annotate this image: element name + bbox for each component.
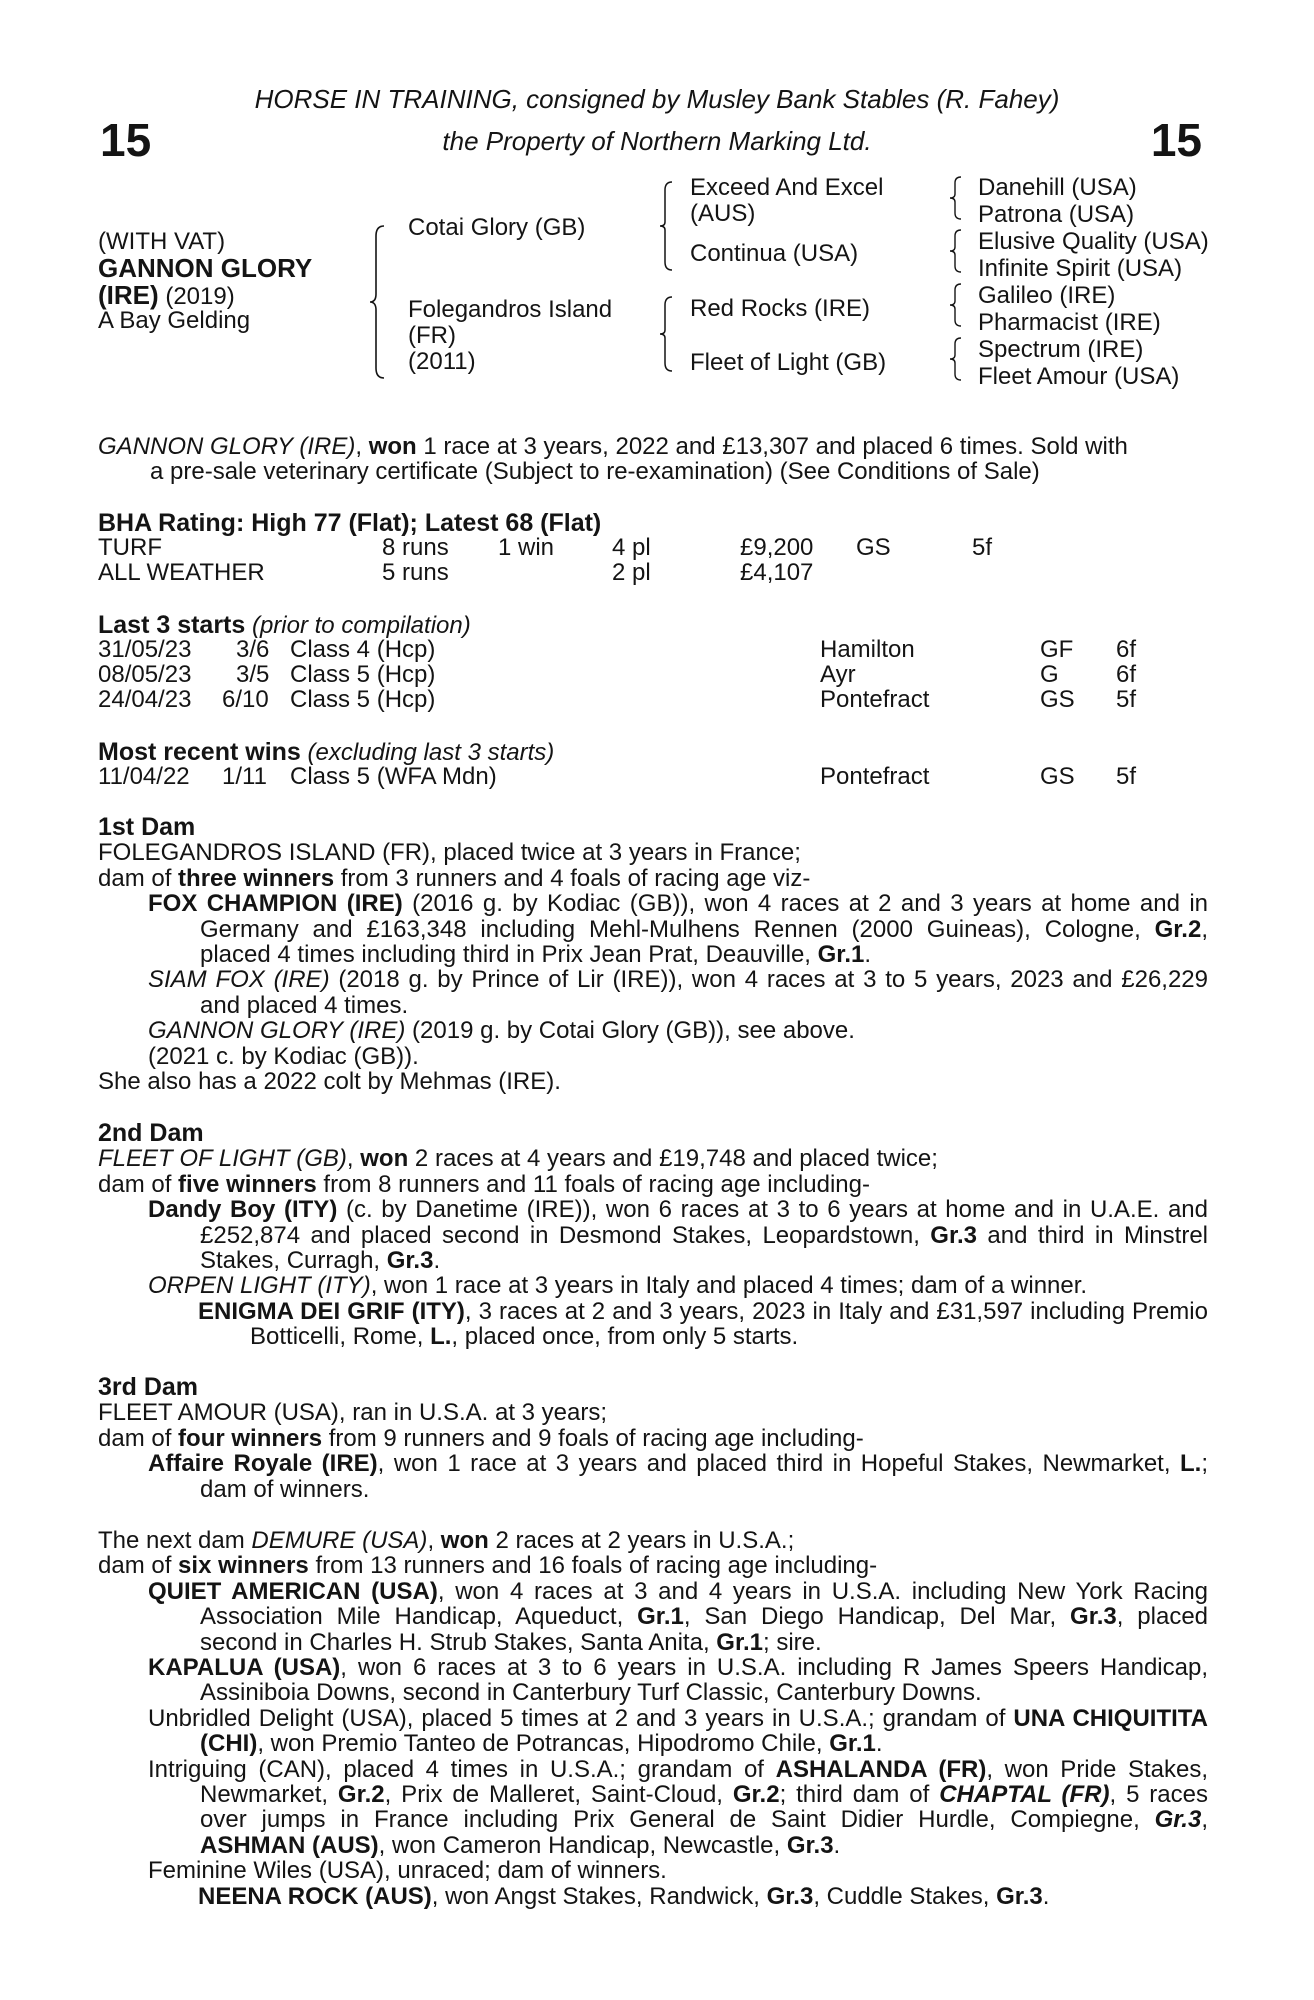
start-class: Class 5 (Hcp): [290, 661, 436, 688]
third-dam-heading: 3rd Dam: [98, 1373, 199, 1401]
group-badge: Gr.1: [817, 941, 865, 969]
pedigree-g4-1: Danehill (USA): [978, 174, 1137, 201]
next-dam-name: DEMURE (USA): [251, 1527, 428, 1554]
rating-distance: 5f: [972, 534, 993, 561]
horse-name: GANNON GLORY: [98, 253, 313, 283]
last-starts-heading: [98, 612, 471, 639]
win-class: Class 5 (WFA Mdn): [290, 763, 497, 790]
start-going: G: [1040, 661, 1059, 688]
progeny-name: QUIET AMERICAN (USA): [148, 1577, 438, 1605]
property-line: the Property of Northern Marking Ltd.: [442, 126, 872, 156]
start-class: Class 4 (Hcp): [290, 636, 436, 663]
progeny-siam-fox: SIAM FOX (IRE) (2018 g. by Prince of Lir (IRE)), won 4 races at 3 to 5 years, 2023 and £26,229 and placed 4 times.: [148, 966, 1208, 1019]
second-dam-produce-line: dam of five winners from 8 runners and 11 foals of racing age including-: [98, 1170, 870, 1198]
next-dam-line: The next dam DEMURE (USA), won 2 races at 2 years in U.S.A.;: [98, 1527, 795, 1554]
group-badge: Gr.3: [766, 1882, 814, 1910]
start-distance: 6f: [1116, 661, 1137, 688]
win-course: Pontefract: [820, 763, 930, 790]
pedigree-brace-g4-3: [950, 282, 964, 328]
rating-runs: 5 runs: [382, 559, 449, 586]
rating-heading: BHA Rating: High 77 (Flat); Latest 68 (Flat): [98, 509, 602, 537]
rating-surface: TURF: [98, 534, 162, 561]
pedigree-sire: Cotai Glory (GB): [408, 214, 586, 241]
pedigree-dam-line1: Folegandros Island: [408, 296, 613, 323]
horse-origin-year: [98, 282, 235, 310]
start-position: 3/6: [236, 636, 270, 663]
pedigree-dam-sire: Red Rocks (IRE): [690, 295, 871, 322]
second-dam-winner-count: five winners: [178, 1170, 317, 1198]
progeny-2021-colt: (2021 c. by Kodiac (GB)).: [148, 1042, 419, 1070]
group-badge: Gr.3: [786, 1831, 834, 1859]
progeny-name: FOX CHAMPION (IRE): [148, 890, 403, 918]
group-badge: Gr.3: [1154, 1806, 1202, 1834]
pedigree-g4-2: Patrona (USA): [978, 201, 1135, 228]
progeny-intriguing: Intriguing (CAN), placed 4 times in U.S.A.; grandam of ASHALANDA (FR), won Pride Stakes, Newmarket, Gr.2, Prix de Malleret, Saint-Cloud, Gr.2; third dam of CHAPTAL (FR), 5 races over jumps in France including Prix General de Saint Didier Hurdle, Compiegne, Gr.3, ASHMAN (AUS), won Cameron Handicap, Newcastle, Gr.3.: [148, 1755, 1209, 1859]
progeny-kapalua: KAPALUA (USA), won 6 races at 3 to 6 years in U.S.A. including R James Speers Handicap, Assiniboia Downs, second in Canterbury Turf Classic, Canterbury Downs.: [148, 1654, 1209, 1707]
listed-badge: L.: [1180, 1450, 1202, 1478]
first-dam-section: [98, 815, 1208, 1094]
pedigree-dam-line3: (2011): [408, 348, 476, 375]
progeny-fox-champion: FOX CHAMPION (IRE) (2016 g. by Kodiac (GB)), won 4 races at 2 and 3 years at home and in Germany and £163,348 including Mehl-Mulhens Rennen (2000 Guineas), Cologne, Gr.2, placed 4 times including third in Prix Jean Prat, Deauville, Gr.1.: [148, 890, 1208, 969]
pedigree-sire-sire-2: (AUS): [690, 200, 756, 227]
progeny-name: SIAM FOX (IRE): [148, 966, 330, 994]
summary-won: won: [368, 433, 417, 460]
recent-wins-title: Most recent wins: [98, 738, 301, 766]
rating-prize: £4,107: [740, 559, 814, 586]
rating-runs: 8 runs: [382, 534, 449, 561]
listed-badge: L.: [430, 1323, 452, 1351]
recent-wins-heading: [98, 739, 554, 766]
start-course: Ayr: [820, 661, 856, 688]
group-badge: Gr.3: [1070, 1603, 1117, 1631]
rating-wins: 1 win: [498, 534, 555, 561]
first-dam-also-note: She also has a 2022 colt by Mehmas (IRE).: [98, 1068, 561, 1096]
third-dam-winner-count: four winners: [178, 1424, 323, 1452]
next-dam-produce-line: dam of six winners from 13 runners and 16 foals of racing age including-: [98, 1552, 878, 1580]
start-date: 24/04/23: [98, 686, 192, 713]
first-dam-heading: 1st Dam: [98, 813, 196, 841]
horse-country: (IRE): [98, 280, 159, 310]
progeny-neena-rock: NEENA ROCK (AUS), won Angst Stakes, Randwick, Gr.3, Cuddle Stakes, Gr.3.: [198, 1882, 1050, 1910]
group-badge: Gr.2: [337, 1781, 385, 1809]
last-starts-note: (prior to compilation): [245, 612, 471, 639]
lot-number-right: 15: [1150, 114, 1202, 166]
group-badge: Gr.2: [732, 1781, 780, 1809]
next-dam-section: [98, 1528, 1208, 1909]
first-dam-winner-count: three winners: [178, 864, 335, 892]
pedigree-brace-sire: [660, 180, 676, 272]
lot-number-left: 15: [100, 114, 152, 166]
progeny-orpen-light: ORPEN LIGHT (ITY), won 1 race at 3 years in Italy and placed 4 times; dam of a winner.: [148, 1272, 1088, 1300]
rating-going: GS: [856, 534, 891, 561]
pedigree-brace-main: [370, 224, 390, 380]
progeny-dandy-boy: Dandy Boy (ITY) (c. by Danetime (IRE)), won 6 races at 3 to 6 years at home and in U.A.E. and £252,874 and placed second in Desmond Stakes, Leopardstown, Gr.3 and third in Minstrel Stakes, Curragh, Gr.3.: [148, 1196, 1209, 1275]
progeny-name: Dandy Boy (ITY): [148, 1196, 338, 1224]
group-badge: Gr.1: [716, 1628, 763, 1656]
win-going: GS: [1040, 763, 1075, 790]
win-distance: 5f: [1116, 763, 1137, 790]
start-position: 6/10: [222, 686, 269, 713]
start-distance: 6f: [1116, 636, 1137, 663]
start-course: Hamilton: [820, 636, 915, 663]
progeny-name: ASHALANDA (FR): [775, 1755, 987, 1783]
group-badge: Gr.2: [1154, 915, 1202, 943]
third-dam-line: FLEET AMOUR (USA), ran in U.S.A. at 3 years;: [98, 1399, 608, 1427]
second-dam-name: FLEET OF LIGHT (GB): [98, 1145, 347, 1173]
pedigree-sire-dam: Continua (USA): [690, 240, 859, 267]
pedigree-brace-dam: [660, 295, 676, 373]
pedigree-sire-sire-1: Exceed And Excel: [690, 174, 884, 201]
progeny-unbridled-delight: Unbridled Delight (USA), placed 5 times at 2 and 3 years in U.S.A.; grandam of UNA CHIQUITITA (CHI), won Premio Tanteo de Potrancas, Hipodromo Chile, Gr.1.: [148, 1704, 1208, 1758]
third-dam-produce-line: dam of four winners from 9 runners and 9 foals of racing age including-: [98, 1424, 864, 1452]
pedigree-dam-line2: (FR): [408, 322, 456, 349]
pedigree-g4-3: Elusive Quality (USA): [978, 228, 1209, 255]
group-badge: Gr.1: [829, 1730, 876, 1758]
summary-horse-name: GANNON GLORY (IRE): [98, 433, 356, 460]
progeny-name: ENIGMA DEI GRIF (ITY): [198, 1297, 465, 1325]
next-dam-winner-count: six winners: [178, 1552, 309, 1580]
progeny-name: GANNON GLORY (IRE): [148, 1017, 406, 1045]
progeny-name: NEENA ROCK (AUS): [198, 1882, 432, 1910]
pedigree-brace-g4-2: [950, 228, 964, 274]
horse-description: A Bay Gelding: [98, 307, 251, 334]
pedigree-g4-4: Infinite Spirit (USA): [978, 255, 1183, 282]
consignor-line: HORSE IN TRAINING, consigned by Musley Bank Stables (R. Fahey): [254, 84, 1060, 114]
group-badge: Gr.3: [386, 1247, 434, 1275]
start-class: Class 5 (Hcp): [290, 686, 436, 713]
summary-text-1: 1 race at 3 years, 2022 and £13,307 and placed 6 times. Sold with: [416, 433, 1128, 460]
progeny-affaire-royale: Affaire Royale (IRE), won 1 race at 3 years and placed third in Hopeful Stakes, Newmarket, L.; dam of winners.: [148, 1450, 1208, 1503]
race-summary: GANNON GLORY (IRE), won 1 race at 3 years, 2022 and £13,307 and placed 6 times. Sold with a pre-sale veterinary certificate (Subject to re-examination) (See Conditions of Sale): [98, 433, 1128, 486]
group-badge: Gr.3: [996, 1882, 1043, 1910]
start-going: GS: [1040, 686, 1075, 713]
last-starts-title: Last 3 starts: [98, 611, 246, 639]
progeny-name: UNA CHIQUITITA (CHI): [200, 1704, 1208, 1758]
pedigree-dam-dam: Fleet of Light (GB): [690, 349, 887, 376]
start-date: 08/05/23: [98, 661, 192, 688]
vat-note: (WITH VAT): [98, 228, 226, 255]
progeny-feminine-wiles: Feminine Wiles (USA), unraced; dam of winners.: [148, 1857, 667, 1885]
group-badge: Gr.3: [930, 1221, 977, 1249]
progeny-gannon-glory: GANNON GLORY (IRE) (2019 g. by Cotai Glory (GB)), see above.: [148, 1017, 855, 1045]
start-course: Pontefract: [820, 686, 930, 713]
second-dam-section: [98, 1121, 1208, 1350]
progeny-name: ORPEN LIGHT (ITY): [148, 1272, 371, 1300]
third-dam-section: [98, 1375, 1208, 1502]
progeny-name: KAPALUA (USA): [148, 1654, 341, 1682]
progeny-enigma-dei-grif: ENIGMA DEI GRIF (ITY), 3 races at 2 and 3 years, 2023 in Italy and £31,597 including Premio Botticelli, Rome, L., placed once, from only 5 starts.: [198, 1297, 1208, 1351]
rating-placed: 2 pl: [612, 559, 651, 586]
pedigree-g4-7: Spectrum (IRE): [978, 336, 1144, 363]
second-dam-heading: 2nd Dam: [98, 1119, 204, 1147]
win-date: 11/04/22: [98, 763, 190, 790]
group-badge: Gr.1: [637, 1603, 684, 1631]
pedigree-g4-6: Pharmacist (IRE): [978, 309, 1161, 336]
start-date: 31/05/23: [98, 636, 192, 663]
start-position: 3/5: [236, 661, 270, 688]
first-dam-produce-line: dam of three winners from 3 runners and 4 foals of racing age viz-: [98, 864, 811, 892]
summary-text-2: a pre-sale veterinary certificate (Subject to re-examination) (See Conditions of Sale): [150, 458, 1040, 486]
horse-year: (2019): [158, 283, 235, 310]
pedigree-g4-8: Fleet Amour (USA): [978, 363, 1180, 390]
recent-wins-note: (excluding last 3 starts): [300, 739, 555, 766]
progeny-name: Affaire Royale (IRE): [148, 1450, 378, 1478]
progeny-name: ASHMAN (AUS): [200, 1831, 379, 1859]
pedigree-g4-5: Galileo (IRE): [978, 282, 1116, 309]
pedigree-brace-g4-1: [950, 175, 964, 221]
pedigree-brace-g4-4: [950, 336, 964, 382]
rating-surface: ALL WEATHER: [98, 559, 265, 586]
second-dam-line: FLEET OF LIGHT (GB), won 2 races at 4 years and £19,748 and placed twice;: [98, 1145, 938, 1173]
start-distance: 5f: [1116, 686, 1137, 713]
rating-prize: £9,200: [740, 534, 814, 561]
win-position: 1/11: [222, 763, 267, 790]
progeny-quiet-american: QUIET AMERICAN (USA), won 4 races at 3 and 4 years in U.S.A. including New York Racing Association Mile Handicap, Aqueduct, Gr.1, San Diego Handicap, Del Mar, Gr.3, placed second in Charles H. Strub Stakes, Santa Anita, Gr.1; sire.: [148, 1577, 1209, 1656]
first-dam-line: FOLEGANDROS ISLAND (FR), placed twice at 3 years in France;: [98, 839, 801, 867]
start-going: GF: [1040, 636, 1074, 663]
rating-placed: 4 pl: [612, 534, 651, 561]
progeny-name: CHAPTAL (FR): [939, 1781, 1110, 1809]
